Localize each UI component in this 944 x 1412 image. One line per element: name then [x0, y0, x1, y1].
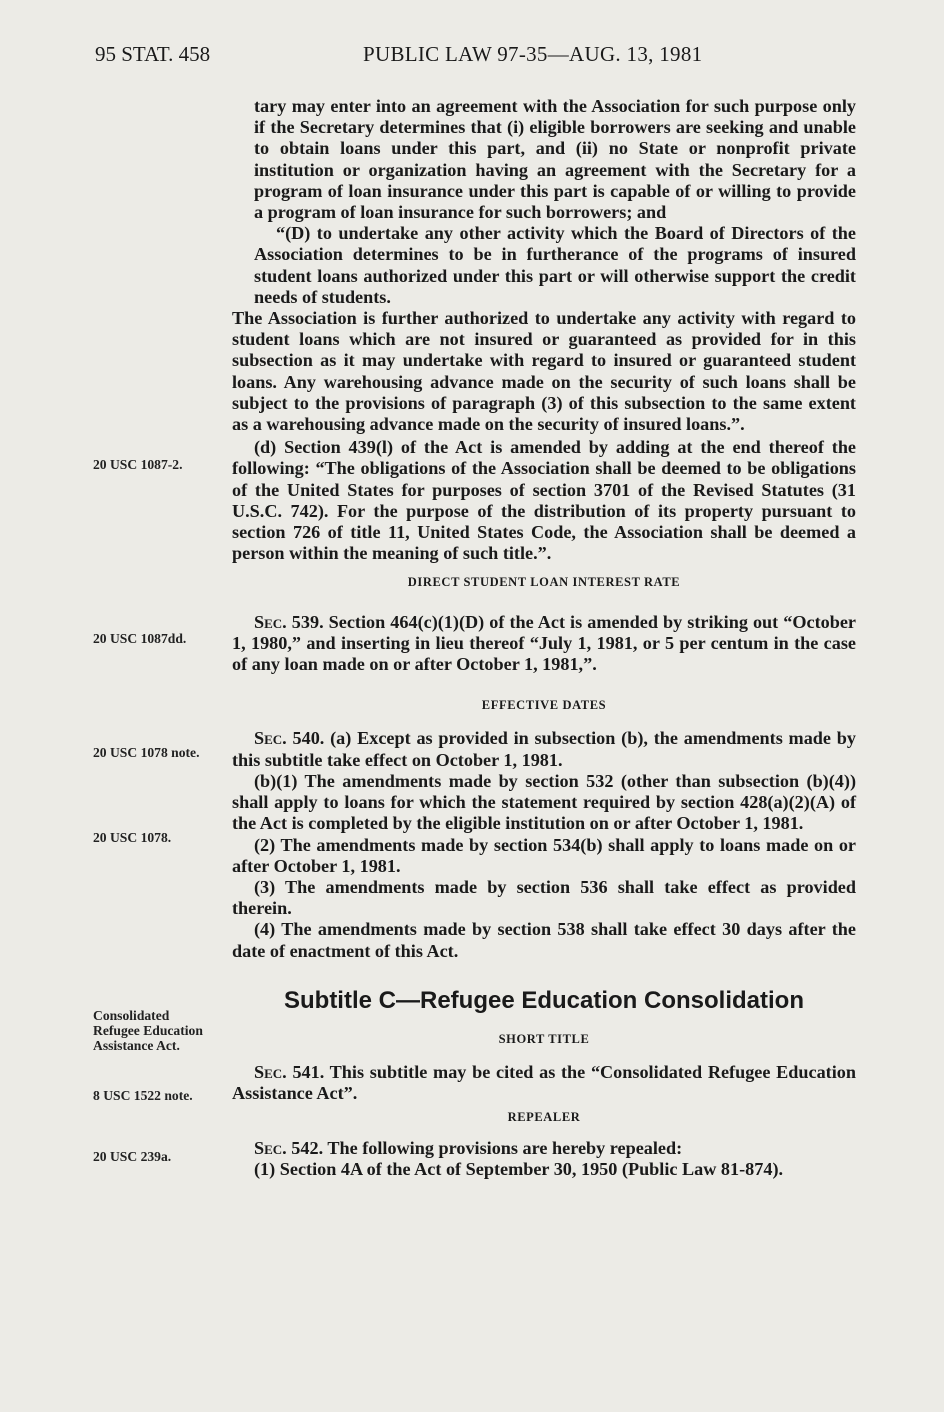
section-heading: REPEALER: [507, 1109, 581, 1124]
paragraph: [232, 612, 856, 676]
paragraph: (3) The amendments made by section 536 shall take effect as provided therein.: [232, 876, 856, 919]
section-heading: EFFECTIVE DATES: [481, 698, 607, 713]
paragraph: (1) Section 4A of the Act of September 30, 1950 (Public Law 81-874).: [254, 1158, 784, 1179]
margin-note: 20 USC 1078.: [93, 830, 172, 845]
page-header: [95, 42, 855, 72]
paragraph-text: 542. The following provisions are hereby repealed:: [286, 1137, 683, 1158]
paragraph: tary may enter into an agreement with the Association for such purpose only if the Secretary determines that (i) eligible borrowers are seeking and unable to obtain loans under this part, and (ii) no State or nonprofit private institution or organization having an agreement with the Secretary for a program of loan insurance under this part is capable of or willing to provide a program of loan insurance for such borrowers; and: [254, 96, 856, 223]
paragraph: (b)(1) The amendments made by section 532 (other than subsection (b)(4)) shall apply to loans for which the statement required by section 428(a)(2)(A) of the Act is completed by the eligible institution on or after October 1, 1981.: [232, 770, 856, 834]
section-label: Sec.: [254, 1062, 287, 1083]
section-label: Sec.: [254, 611, 287, 632]
paragraph: [232, 728, 856, 770]
paragraph: The Association is further authorized to undertake any activity with regard to student loans which are not insured or guaranteed as provided for in this subsection as it may undertake with regard to insured or guaranteed student loans. Any warehousing advance made on the security of such loans shall be subject to the provisions of paragraph (3) of this subsection to the same extent as a warehousing advance made on the security of insured loans.”.: [232, 308, 856, 435]
paragraph: [232, 1138, 856, 1159]
paragraph: [232, 1062, 856, 1104]
section-label: Sec.: [254, 1137, 287, 1158]
margin-note: 20 USC 1087-2.: [93, 457, 183, 472]
margin-note: 20 USC 1078 note.: [93, 745, 200, 760]
paragraph-text: 539. Section 464(c)(1)(D) of the Act is amended by striking out “October 1, 1980,” and inserting in lieu thereof “July 1, 1981, or 5 per centum in the case of any loan made on or after October 1, 1981,”.: [232, 611, 856, 675]
law-title: PUBLIC LAW 97-35—AUG. 13, 1981: [363, 42, 703, 66]
paragraph: (2) The amendments made by section 534(b) shall apply to loans made on or after October 1, 1981.: [232, 834, 856, 876]
paragraph: (d) Section 439(l) of the Act is amended by adding at the end thereof the following: “The obligations of the Association shall be deemed to be obligations of the United States for purposes of section 3701 of the Revised Statutes (31 U.S.C. 742). For the purpose of the distribution of its property pursuant to section 726 of title 11, United States Code, the Association shall be deemed a person within the meaning of such title.”.: [232, 437, 856, 564]
margin-note: 20 USC 239a.: [93, 1149, 172, 1164]
document-body: [232, 96, 856, 1180]
section-label: Sec.: [254, 728, 287, 749]
paragraph-text: 540. (a) Except as provided in subsection (b), the amendments made by this subtitle take effect on October 1, 1981.: [232, 728, 856, 770]
margin-note: 8 USC 1522 note.: [93, 1088, 193, 1103]
stat-page-number: 95 STAT. 458: [95, 42, 211, 66]
paragraph-text: 541. This subtitle may be cited as the “Consolidated Refugee Education Assistance Act”.: [232, 1062, 856, 1104]
margin-note: 20 USC 1087dd.: [93, 631, 187, 646]
margin-note: Consolidated Refugee Education Assistance Act.: [93, 1008, 203, 1053]
subtitle-heading: Subtitle C—Refugee Education Consolidation: [283, 986, 804, 1014]
paragraph: “(D) to undertake any other activity which the Board of Directors of the Association determines to be in furtherance of the programs of insured student loans authorized under this part or will otherwise support the credit needs of students.: [254, 223, 856, 307]
section-heading: SHORT TITLE: [498, 1031, 590, 1046]
section-heading: DIRECT STUDENT LOAN INTEREST RATE: [407, 575, 681, 590]
paragraph: (4) The amendments made by section 538 shall take effect 30 days after the date of enactment of this Act.: [232, 919, 856, 961]
